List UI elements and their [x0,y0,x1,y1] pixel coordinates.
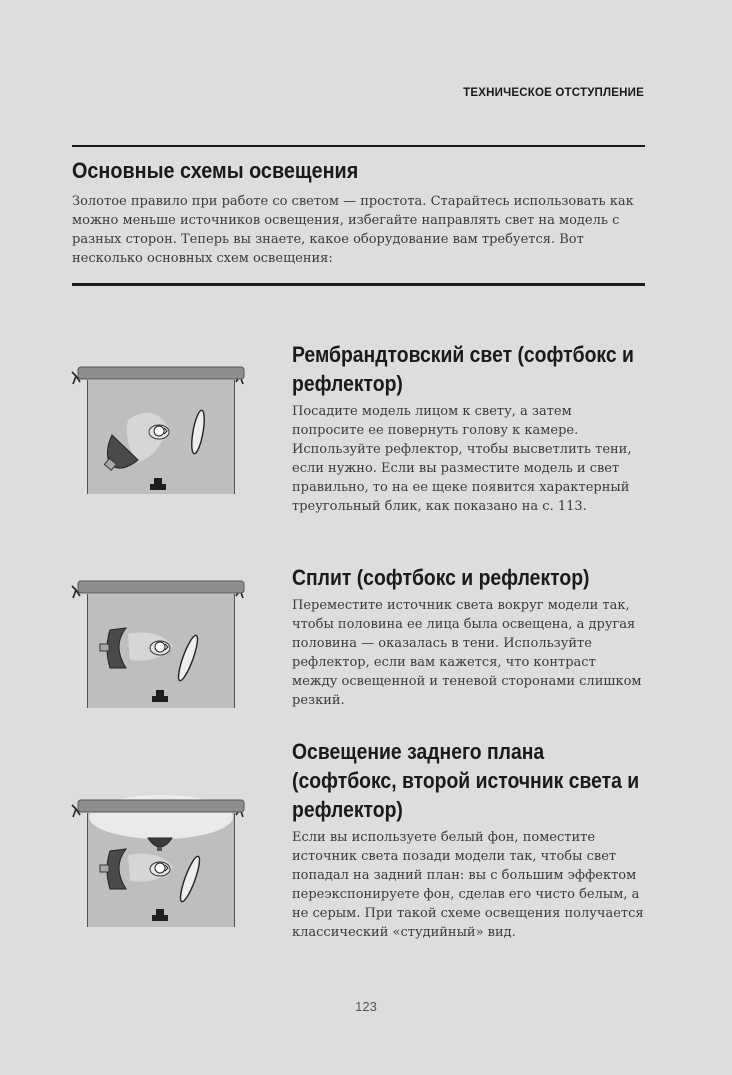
running-head: ТЕХНИЧЕСКОЕ ОТСТУПЛЕНИЕ [463,87,644,99]
setup-description: Посадите модель лицом к свету, а затем попросите ее повернуть голову к камере. Используйте рефлектор, чтобы высветлить тени, если нужно. Если вы разместите модель и свет правильно, то на ее щеке появится характерный треугольный блик, как показано на с. 113. [292,404,632,514]
setup-background [0,737,732,977]
model-icon [150,641,170,655]
setup-split [0,563,732,723]
bottom-rule [72,283,645,286]
top-rule [72,145,645,147]
model-icon [150,862,170,876]
intro-paragraph: Золотое правило при работе со светом — простота. Старайтесь использовать как можно меньше источников освещения, избегайте направлять свет на модель с разных сторон. Теперь вы знаете, какое оборудование вам требуется. Вот несколько основных схем освещения: [72,194,634,266]
setup-description: Переместите источник света вокруг модели так, чтобы половина ее лица была освещена, а другая половина — оказалась в тени. Используйте рефлектор, если вам кажется, что контраст между освещенной и теневой сторонами слишком резкий. [292,598,642,708]
setup-description: Если вы используете белый фон, поместите источник света позади модели так, чтобы свет попадал на задний план: вы с большим эффектом переэкспонируете фон, сделав его чисто белым, а не серым. При такой схеме освещения получается классический «студийный» вид. [292,830,644,940]
setup-title: Освещение заднего плана (софтбокс, второй источник света и рефлектор) [292,739,640,822]
setup-text [292,563,644,710]
setup-title: Сплит (софтбокс и рефлектор) [292,565,590,590]
setup-text [292,340,644,516]
lighting-diagram-background [68,795,258,934]
lighting-diagram-rembrandt [68,362,258,501]
model-icon [149,425,169,439]
setup-title: Рембрандтовский свет (софтбокс и рефлектор) [292,342,634,396]
page-number: 123 [355,999,377,1014]
setup-rembrandt [0,340,732,540]
section-title: Основные схемы освещения [72,158,359,183]
setup-text [292,737,644,942]
lighting-diagram-split [68,576,258,715]
